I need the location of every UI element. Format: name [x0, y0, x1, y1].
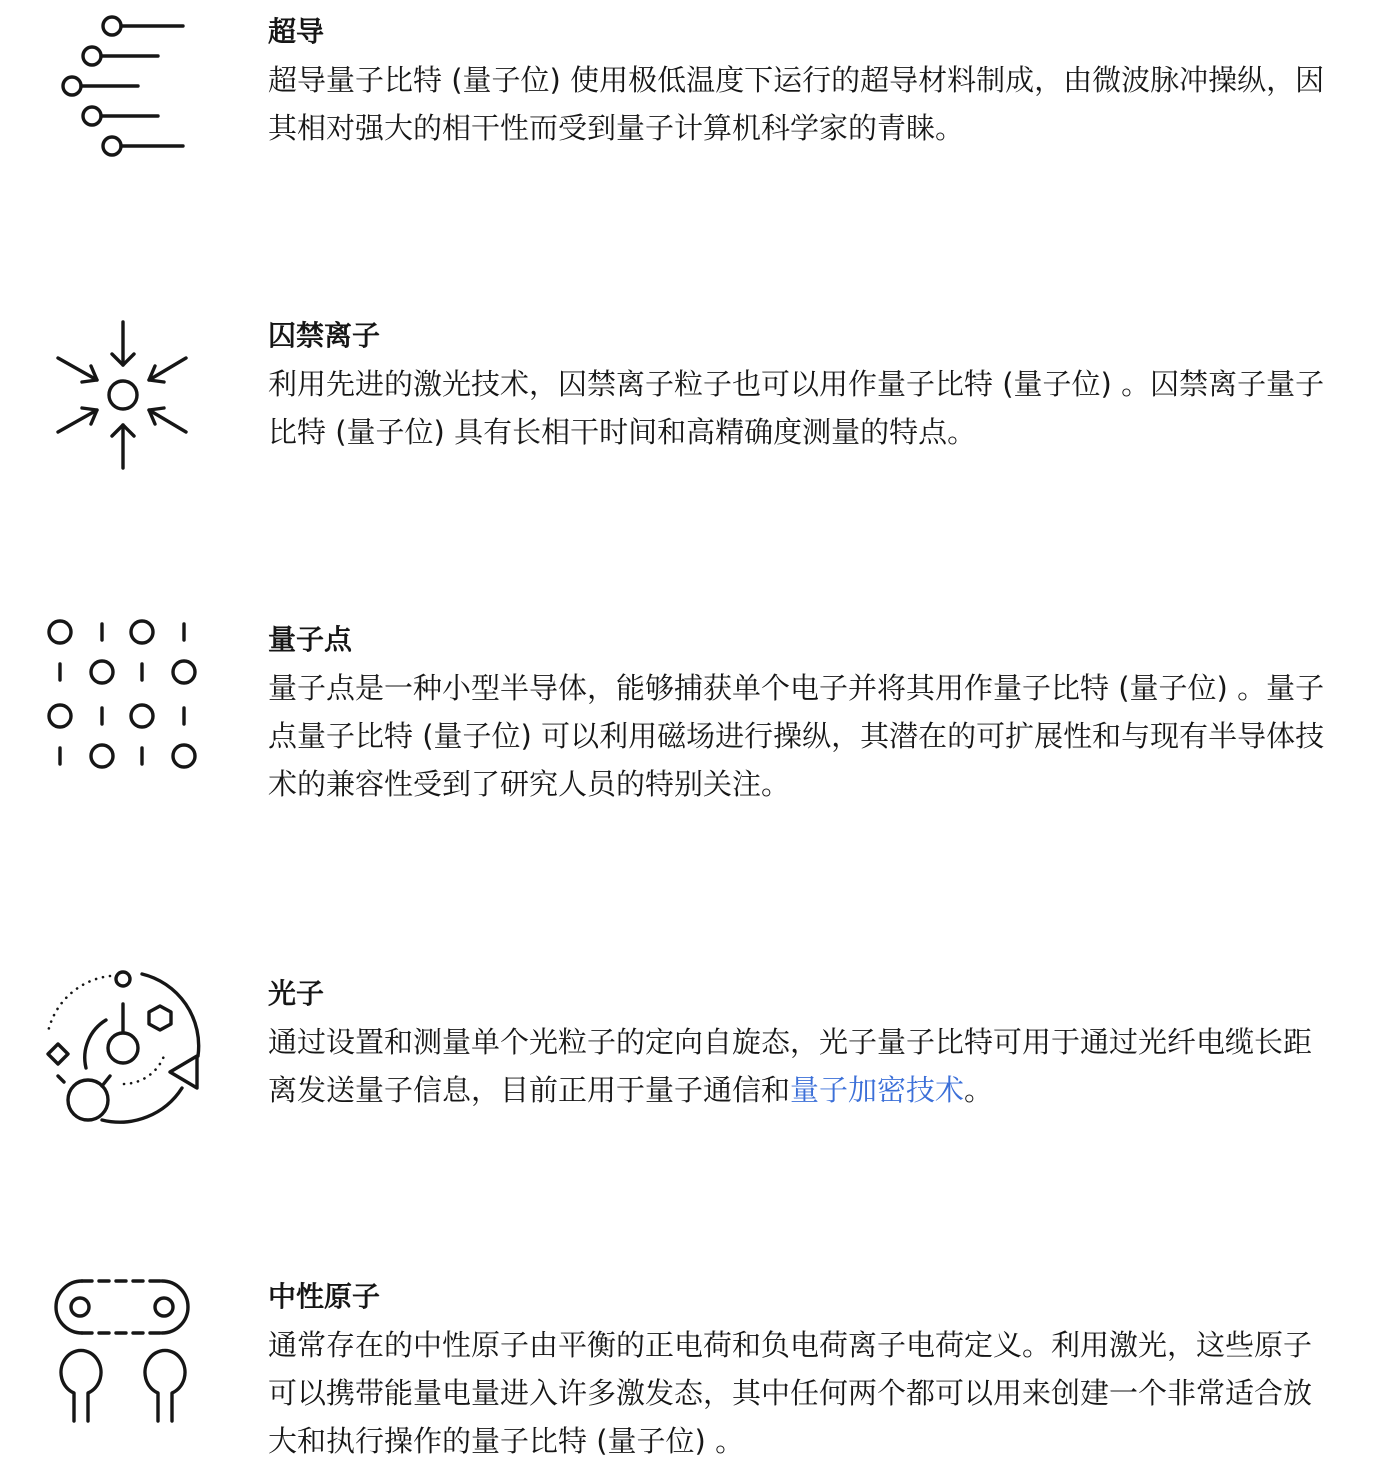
item-text [268, 318, 1328, 456]
item-text [268, 976, 1328, 1114]
item-description: 利用先进的激光技术，囚禁离子粒子也可以用作量子比特 (量子位) 。囚禁离子量子比特 (量子位) 具有长相干时间和高精确度测量的特点。 [268, 367, 1325, 449]
quantum-cryptography-link[interactable]: 量子加密技术 [790, 1073, 965, 1107]
item-description: 超导量子比特 (量子位) 使用极低温度下运行的超导材料制成，由微波脉冲操纵，因其相对强大的相干性而受到量子计算机科学家的青睐。 [268, 63, 1325, 145]
superconducting-icon [40, 6, 210, 176]
item-title: 超导 [268, 15, 325, 48]
item-text [268, 1279, 1328, 1465]
trapped-ion-icon [40, 310, 210, 480]
item-text [268, 622, 1328, 808]
item-title: 量子点 [268, 623, 353, 656]
item-title: 中性原子 [268, 1280, 381, 1313]
quantum-dots-icon [40, 610, 210, 780]
item-description-end: 。 [964, 1073, 994, 1107]
neutral-atoms-icon [40, 1265, 210, 1435]
item-description-text: 通过设置和测量单个光粒子的定向自旋态，光子量子比特可用于通过光纤电缆长距离发送量子信息，目前正用于量子通信和 [268, 1025, 1313, 1107]
photons-icon [40, 960, 210, 1130]
item-description: 通常存在的中性原子由平衡的正电荷和负电荷离子电荷定义。利用激光，这些原子可以携带能量电量进入许多激发态，其中任何两个都可以用来创建一个非常适合放大和执行操作的量子比特 (量子位) 。 [268, 1328, 1313, 1458]
item-description [268, 1018, 1328, 1114]
item-description: 量子点是一种小型半导体，能够捕获单个电子并将其用作量子比特 (量子位) 。量子点量子比特 (量子位) 可以利用磁场进行操纵，其潜在的可扩展性和与现有半导体技术的兼容性受到了研究人员的特别关注。 [268, 671, 1325, 801]
item-title: 囚禁离子 [268, 319, 381, 352]
item-title: 光子 [268, 977, 325, 1010]
item-text [268, 14, 1328, 152]
